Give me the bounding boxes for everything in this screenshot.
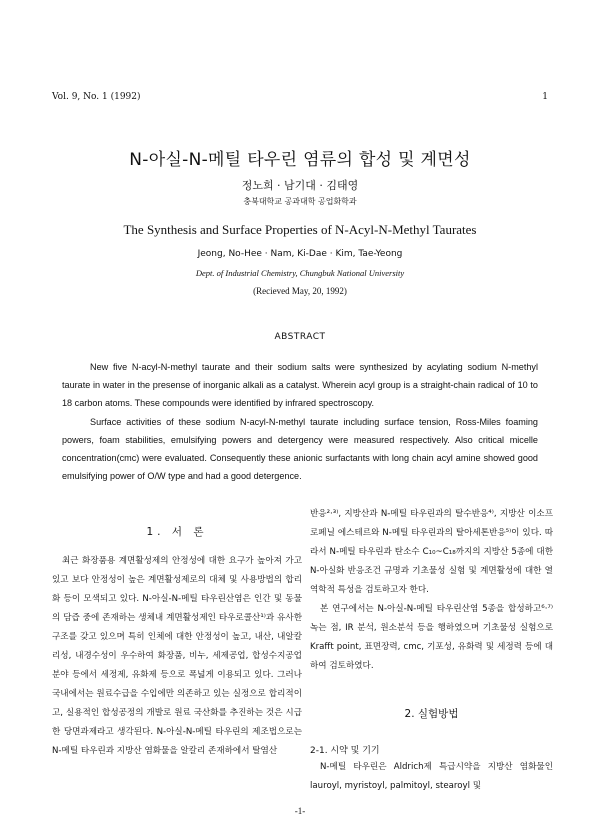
abstract-heading: ABSTRACT [274, 332, 326, 342]
section-1-heading: 1. 서 론 [146, 526, 208, 538]
right-paragraph-3: N-메틸 타우린은 Aldrich제 특급시약을 지방산 염화물인 lauroyl, myristoyl, palmitoyl, stearoyl 및 [310, 762, 553, 791]
left-column [52, 552, 302, 761]
english-authors: Jeong, No-Hee · Nam, Ki-Dae · Kim, Tae-Yeong [197, 249, 403, 259]
korean-title: N-아실-N-메틸 타우린 염류의 합성 및 계면성 [129, 150, 471, 170]
received-date: (Recieved May, 20, 1992) [253, 286, 347, 296]
abstract-body [62, 358, 538, 485]
right-column-continued [310, 758, 553, 796]
page-number: 1 [542, 92, 548, 102]
right-paragraph-2: 본 연구에서는 N-아실-N-메틸 타우린산염 5종을 합성하고⁶·⁷⁾ 녹는 점, IR 분석, 원소분석 등을 행하였으며 기초물성 실험으로 Krafft point, 표면장력, cmc, 기포성, 유화력 및 세정력 등에 대하여 검토하였다. [310, 604, 553, 671]
section-2-heading: 2. 실험방법 [404, 708, 459, 720]
english-title: The Synthesis and Surface Properties of N-Acyl-N-Methyl Taurates [123, 222, 477, 237]
abstract-paragraph-1: New five N-acyl-N-methyl taurate and their sodium salts were synthesized by acylating sodium N-methyl taurate in water in the presense of inorganic alkali as a catalyst. Wherein acyl group is a straight-chain radical of 10 to 18 carbon atoms. These compounds were identified by infrared spectroscopy. [62, 362, 538, 409]
footer-page-label: -1- [294, 806, 306, 816]
english-affiliation: Dept. of Industrial Chemistry, Chungbuk National University [195, 268, 405, 278]
right-column [310, 505, 553, 676]
volume-info: Vol. 9, No. 1 (1992) [52, 92, 141, 102]
abstract-paragraph-2: Surface activities of these sodium N-acyl-N-methyl taurate including surface tension, Ross-Miles foaming powers, foam stabilities, emulsifying powers and detergency were measured respectively. Also critical micelle concentration(cmc) were evaluated. Consequently these anionic surfactants with long chain acyl amine showed good emulsifying power of O/W type and had a good detergence. [62, 416, 538, 482]
korean-authors: 정노희 · 남기대 · 김태영 [241, 179, 359, 192]
korean-affiliation: 충북대학교 공과대학 공업화학과 [243, 197, 357, 206]
introduction-paragraph: 최근 화장품용 계면활성제의 안정성에 대한 요구가 높아져 가고 있고 보다 안정성이 높은 계면활성제로의 대체 및 사용방법의 합리화 등이 모색되고 있다. N-아실-N-메틸 타우린산염은 인간 및 동물의 담즙 중에 존재하는 생체내 계면활성제인 타우로콜산¹⁾과 유사한 구조를 갖고 있으며 특히 인체에 대한 안정성이 높고, 내산, 내알칼리성, 내경수성이 우수하여 화장품, 비누, 세제공업, 합성수지공업 분야 등에서 세정제, 유화제 등으로 폭넓게 이용되고 있다. 그러나 국내에서는 원료수급을 수입에만 의존하고 있는 실정으로 합리적이고, 실용적인 합성공정의 개발로 원료 국산화를 추진하는 것은 시급한 당면과제라고 생각된다. N-아실-N-메틸 타우린의 제조법으로는 N-메틸 타우린과 지방산 염화물을 알칼리 존재하에서 탈염산 [52, 556, 302, 756]
subsection-2-1-heading: 2-1. 시약 및 기기 [310, 746, 380, 756]
right-paragraph-1: 반응²·³⁾, 지방산과 N-메틸 타우린과의 탈수반응⁴⁾, 지방산 이소프로페닐 에스테르와 N-메틸 타우린과의 탈아세톤반응⁵⁾이 있다. 따라서 N-메틸 타우린과 탄소수 C₁₀~C₁₈까지의 지방산 5종에 대한 N-아실화 반응조건 규명과 기초물성 실험 및 계면활성에 대한 열역학적 특성을 검토하고자 한다. [310, 509, 553, 595]
